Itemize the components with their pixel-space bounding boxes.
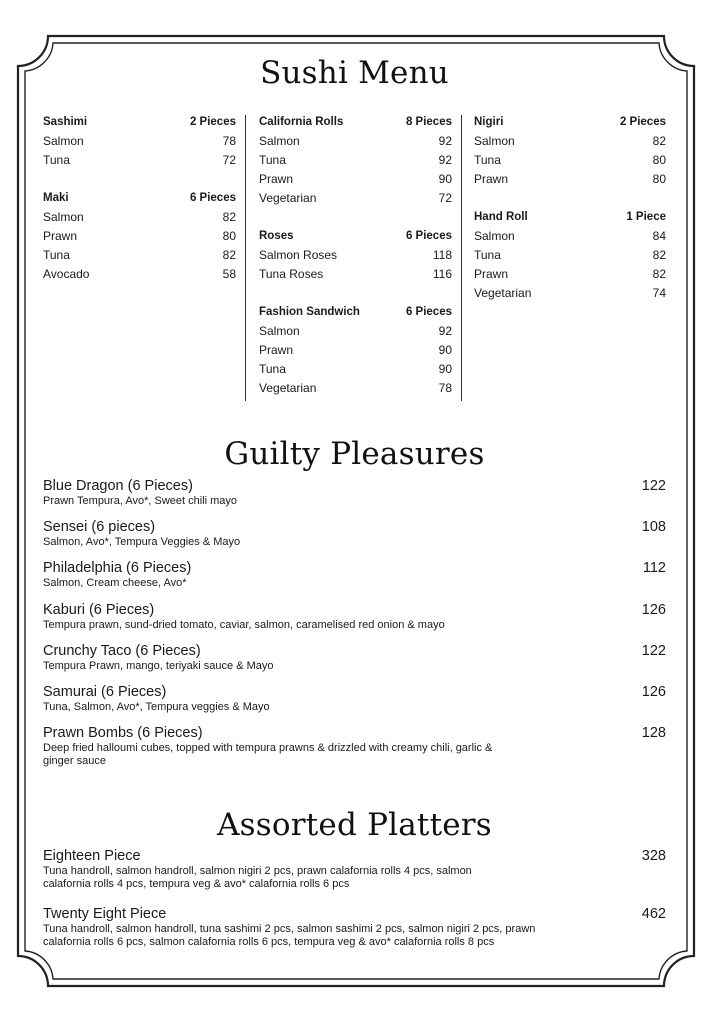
group-header xyxy=(259,113,452,132)
item-name: Prawn xyxy=(474,267,509,281)
group-name: Hand Roll xyxy=(474,211,528,223)
item-name: Vegetarian xyxy=(474,286,532,300)
item-name: Tuna xyxy=(259,153,286,167)
item-price: 82 xyxy=(222,248,236,262)
menu-group-sashimi xyxy=(43,113,236,170)
group-name: California Rolls xyxy=(259,116,344,128)
platter-price: 462 xyxy=(641,906,666,922)
dish-price: 126 xyxy=(641,601,666,618)
dish-description: Salmon, Cream cheese, Avo* xyxy=(43,577,187,590)
item-name: Tuna xyxy=(474,248,501,262)
dish-description: Tuna, Salmon, Avo*, Tempura veggies & Mayo xyxy=(43,700,270,713)
dish-item xyxy=(43,684,666,725)
item-price: 80 xyxy=(652,172,666,186)
menu-item xyxy=(259,379,452,398)
menu-item xyxy=(474,170,666,189)
dish-price: 108 xyxy=(641,519,666,536)
menu-item xyxy=(43,246,236,265)
column-divider xyxy=(461,115,462,401)
group-qty: 6 Pieces xyxy=(405,306,452,318)
group-header xyxy=(474,113,666,132)
menu-item xyxy=(474,132,666,151)
platter-item xyxy=(43,906,666,964)
platter-price: 328 xyxy=(641,848,666,864)
menu-column-2 xyxy=(259,113,452,417)
item-price: 78 xyxy=(438,381,452,395)
dish-name: Blue Dragon (6 Pieces) xyxy=(43,478,193,494)
item-price: 92 xyxy=(438,134,452,148)
guilty-pleasures-title: Guilty Pleasures xyxy=(224,436,485,472)
dish-name: Samurai (6 Pieces) xyxy=(43,683,167,700)
group-qty: 2 Pieces xyxy=(189,116,236,128)
item-price: 90 xyxy=(438,172,452,186)
dish-name: Philadelphia (6 Pieces) xyxy=(43,560,192,577)
item-price: 92 xyxy=(438,153,452,167)
menu-item xyxy=(43,132,236,151)
menu-item xyxy=(43,151,236,170)
item-price: 90 xyxy=(438,362,452,376)
menu-item xyxy=(259,360,452,379)
dish-description: Tempura Prawn, mango, teriyaki sauce & Mayo xyxy=(43,659,274,672)
item-name: Salmon xyxy=(259,324,300,338)
group-qty: 6 Pieces xyxy=(189,192,236,204)
item-price: 82 xyxy=(652,134,666,148)
menu-item xyxy=(474,265,666,284)
menu-group-maki xyxy=(43,189,236,284)
item-name: Tuna xyxy=(43,248,70,262)
platter-name: Eighteen Piece xyxy=(43,848,141,864)
item-name: Salmon xyxy=(474,134,515,148)
group-name: Fashion Sandwich xyxy=(259,306,360,318)
menu-item xyxy=(259,151,452,170)
dish-name: Prawn Bombs (6 Pieces) xyxy=(43,725,203,742)
column-divider xyxy=(245,115,246,401)
item-price: 58 xyxy=(222,267,236,281)
platter-name: Twenty Eight Piece xyxy=(43,906,167,922)
sushi-menu-columns xyxy=(43,113,666,403)
group-name: Sashimi xyxy=(43,116,88,128)
menu-group-nigiri xyxy=(474,113,666,189)
menu-item xyxy=(259,132,452,151)
menu-item xyxy=(474,151,666,170)
menu-item xyxy=(259,246,452,265)
menu-group-roses xyxy=(259,227,452,284)
group-qty: 2 Pieces xyxy=(619,116,666,128)
dish-name: Kaburi (6 Pieces) xyxy=(43,601,155,618)
item-name: Tuna xyxy=(474,153,501,167)
dish-item xyxy=(43,725,666,777)
item-price: 80 xyxy=(652,153,666,167)
menu-group-california-rolls xyxy=(259,113,452,208)
item-name: Prawn xyxy=(259,172,294,186)
item-price: 80 xyxy=(222,229,236,243)
item-price: 82 xyxy=(652,248,666,262)
sushi-menu-title: Sushi Menu xyxy=(260,55,449,91)
item-name: Salmon xyxy=(43,134,84,148)
menu-column-3 xyxy=(474,113,666,322)
item-name: Prawn xyxy=(474,172,509,186)
item-price: 82 xyxy=(652,267,666,281)
menu-group-fashion-sandwich xyxy=(259,303,452,398)
item-price: 78 xyxy=(222,134,236,148)
group-qty: 8 Pieces xyxy=(405,116,452,128)
item-price: 92 xyxy=(438,324,452,338)
item-price: 84 xyxy=(652,229,666,243)
platter-description: Tuna handroll, salmon handroll, tuna sashimi 2 pcs, salmon sashimi 2 pcs, salmon nigiri 2 pcs, prawn calafornia rolls 6 pcs, salmon calafornia rolls 6 pcs, tempura veg & avo* calafornia rolls 8 pcs xyxy=(43,923,536,948)
menu-item xyxy=(259,170,452,189)
menu-item xyxy=(259,189,452,208)
dish-item xyxy=(43,519,666,560)
item-price: 90 xyxy=(438,343,452,357)
item-name: Tuna xyxy=(259,362,286,376)
item-name: Salmon xyxy=(474,229,515,243)
menu-item xyxy=(43,265,236,284)
group-header xyxy=(43,113,236,132)
item-name: Salmon xyxy=(43,210,84,224)
item-price: 118 xyxy=(432,248,452,262)
item-price: 72 xyxy=(438,191,452,205)
group-header xyxy=(259,303,452,322)
group-header xyxy=(259,227,452,246)
dish-price: 112 xyxy=(642,560,666,577)
menu-item xyxy=(43,208,236,227)
menu-group-hand-roll xyxy=(474,208,666,303)
group-qty: 6 Pieces xyxy=(405,230,452,242)
group-name: Maki xyxy=(43,192,69,204)
group-header xyxy=(43,189,236,208)
item-name: Prawn xyxy=(43,229,78,243)
item-name: Avocado xyxy=(43,267,90,281)
dish-price: 122 xyxy=(641,478,666,494)
menu-item xyxy=(474,284,666,303)
dish-item xyxy=(43,478,666,519)
dish-price: 122 xyxy=(641,642,666,659)
menu-item xyxy=(259,265,452,284)
group-qty: 1 Piece xyxy=(626,211,666,223)
dish-description: Prawn Tempura, Avo*, Sweet chili mayo xyxy=(43,495,238,507)
item-name: Vegetarian xyxy=(259,191,317,205)
menu-item xyxy=(474,227,666,246)
dish-item xyxy=(43,602,666,643)
dish-name: Crunchy Taco (6 Pieces) xyxy=(43,642,201,659)
item-name: Salmon xyxy=(259,134,300,148)
assorted-platters-list xyxy=(43,848,666,964)
menu-item xyxy=(259,322,452,341)
item-price: 74 xyxy=(652,286,666,300)
dish-item xyxy=(43,643,666,684)
platter-item xyxy=(43,848,666,906)
dish-price: 126 xyxy=(641,683,666,700)
item-price: 82 xyxy=(222,210,236,224)
dish-item xyxy=(43,560,666,601)
item-name: Salmon Roses xyxy=(259,248,338,262)
group-header xyxy=(474,208,666,227)
assorted-platters-title: Assorted Platters xyxy=(217,807,492,843)
menu-column-1 xyxy=(43,113,236,303)
item-name: Tuna xyxy=(43,153,70,167)
dish-price: 128 xyxy=(641,725,666,742)
dish-description: Deep fried halloumi cubes, topped with tempura prawns & drizzled with creamy chili, garlic & ginger sauce xyxy=(43,742,493,768)
item-name: Tuna Roses xyxy=(259,267,324,281)
platter-description: Tuna handroll, salmon handroll, salmon nigiri 2 pcs, prawn calafornia rolls 4 pcs, salmon calafornia rolls 4 pcs, tempura veg & avo* calafornia rolls 6 pcs xyxy=(43,865,472,890)
item-name: Prawn xyxy=(259,343,294,357)
menu-item xyxy=(43,227,236,246)
dish-name: Sensei (6 pieces) xyxy=(43,519,156,536)
group-name: Roses xyxy=(259,230,294,242)
dish-description: Tempura prawn, sund-dried tomato, caviar, salmon, caramelised red onion & mayo xyxy=(43,618,445,631)
menu-item xyxy=(259,341,452,360)
group-name: Nigiri xyxy=(474,116,504,128)
item-name: Vegetarian xyxy=(259,381,317,395)
menu-item xyxy=(474,246,666,265)
item-price: 72 xyxy=(222,153,236,167)
item-price: 116 xyxy=(432,267,452,281)
dish-description: Salmon, Avo*, Tempura Veggies & Mayo xyxy=(43,536,241,549)
guilty-pleasures-list xyxy=(43,478,666,777)
